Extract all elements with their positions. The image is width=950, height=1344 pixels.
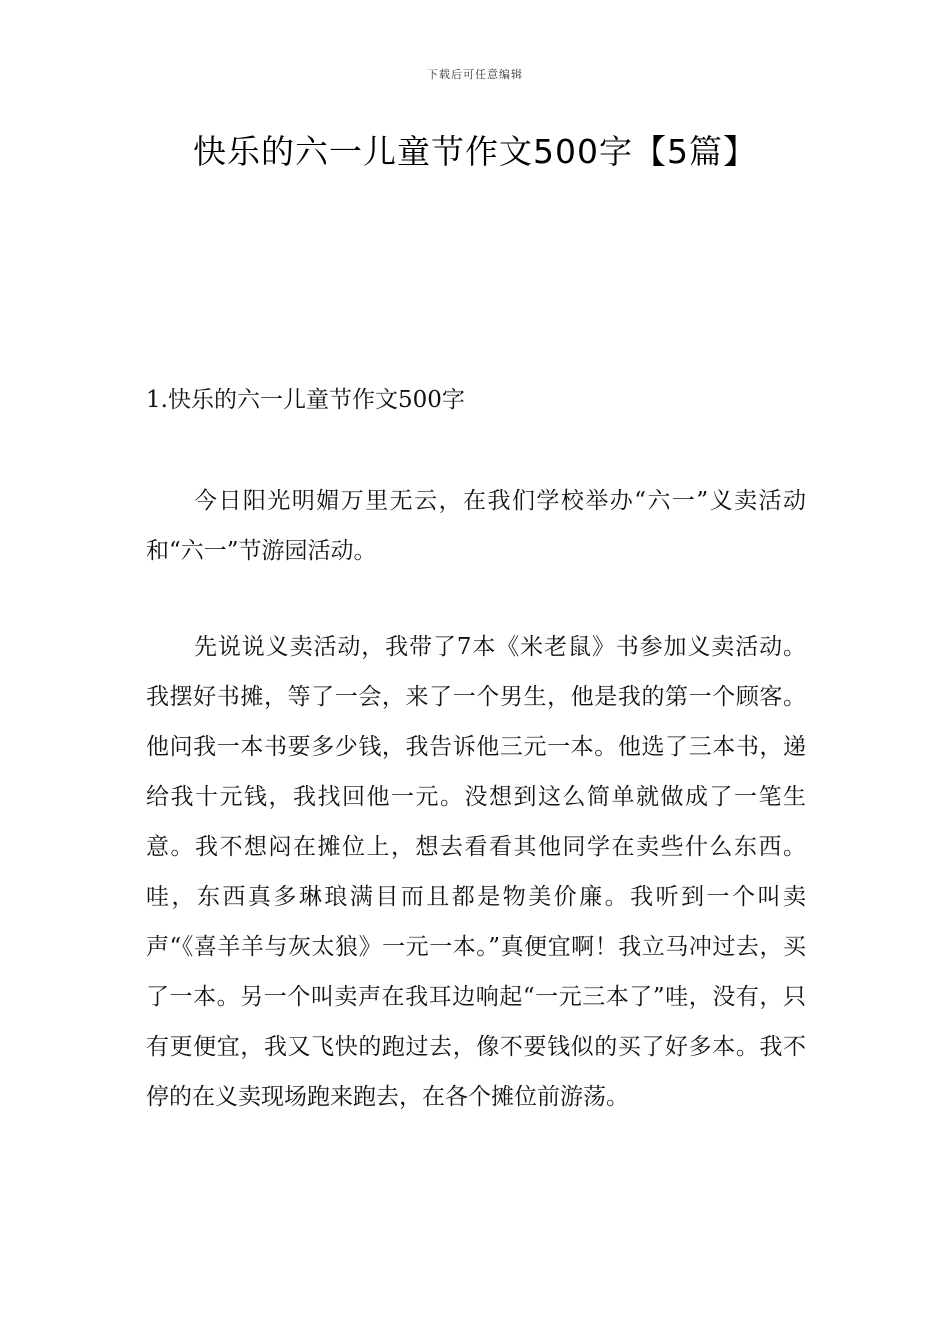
header-note: 下载后可任意编辑 — [427, 68, 523, 81]
paragraph-2: 先说说义卖活动，我带了7本《米老鼠》书参加义卖活动。我摆好书摊，等了一会，来了一个男生，他是我的第一个顾客。他问我一本书要多少钱，我告诉他三元一本。他选了三本书，递给我十元钱，我找回他一元。没想到这么简单就做成了一笔生意。我不想闷在摊位上，想去看看其他同学在卖些什么东西。哇，东西真多琳琅满目而且都是物美价廉。我听到一个叫卖声“《喜羊羊与灰太狼》一元一本。”真便宜啊！我立马冲过去，买了一本。另一个叫卖声在我耳边响起“一元三本了”哇，没有，只有更便宜，我又飞快的跑过去，像不要钱似的买了好多本。我不停的在义卖现场跑来跑去，在各个摊位前游荡。 — [146, 634, 806, 1110]
page-title: 快乐的六一儿童节作文500字【5篇】 — [193, 132, 757, 171]
section-heading: 1.快乐的六一儿童节作文500字 — [146, 387, 465, 413]
paragraph-1: 今日阳光明媚万里无云，在我们学校举办“六一”义卖活动和“六一”节游园活动。 — [146, 488, 806, 564]
